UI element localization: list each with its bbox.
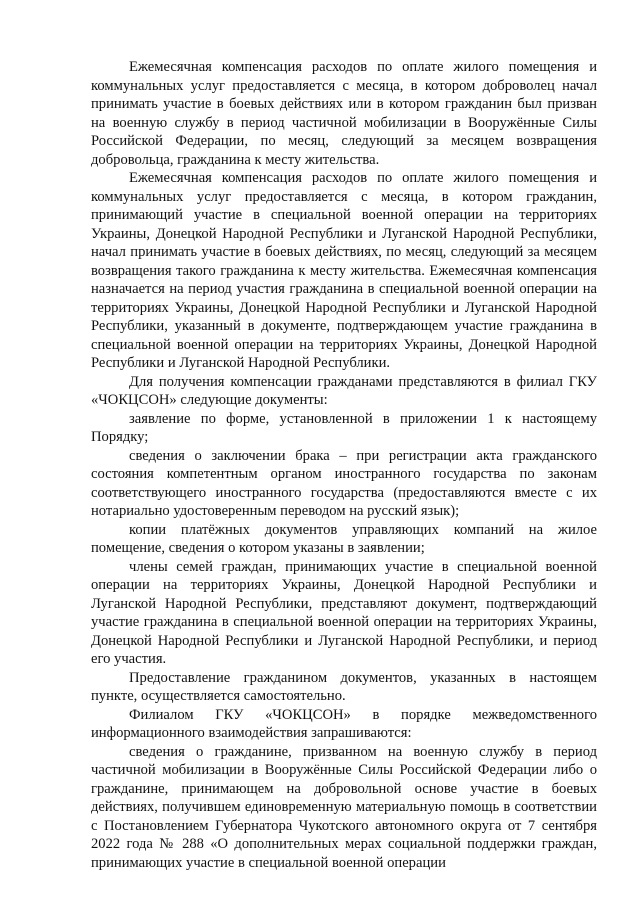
paragraph-documents-intro: Для получения компенсации гражданами представляются в филиал ГКУ «ЧОКЦСОН» следующие документы: (91, 373, 597, 408)
list-item-application: заявление по форме, установленной в приложении 1 к настоящему Порядку; (91, 410, 597, 445)
list-item-marriage-info: сведения о заключении брака – при регистрации акта гражданского состояния компетентным органом иностранного государства по законам соответствующего иностранного государства (предоставляются вместе с их нотариально удостоверенным переводом на русский язык); (91, 447, 597, 519)
paragraph-compensation-mobilization: Ежемесячная компенсация расходов по оплате жилого помещения и коммунальных услуг предоставляется с месяца, в котором доброволец начал принимать участие в боевых действиях или в котором гражданин был призван на военную службу в период частичной мобилизации в Вооружённые Силы Российской Федерации, по месяц, следующий за месяцем возвращения добровольца, гражданина к месту жительства. (91, 59, 597, 168)
paragraph-compensation-svo: Ежемесячная компенсация расходов по оплате жилого помещения и коммунальных услуг предоставляется с месяца, в котором гражданин, принимающий участие в специальной военной операции на территориях Украины, Донецкой Народной Республики и Луганской Народной Республики, начал принимать участие в боевых действиях, по месяц, следующий за месяцем возвращения такого гражданина к месту жительства. Ежемесячная компенсация назначается на период участия гражданина в специальной военной операции на территориях Украины, Донецкой Народной Республики и Луганской Народной Республики, указанный в документе, подтверждающем участие гражданина в специальной военной операции на территориях Украины, Донецкой Народной Республики и Луганской Народной Республики. (91, 170, 597, 371)
paragraph-interagency-request: Филиалом ГКУ «ЧОКЦСОН» в порядке межведомственного информационного взаимодействия запрашиваются: (91, 706, 597, 741)
document-body (91, 58, 597, 872)
list-item-family-members: члены семей граждан, принимающих участие в специальной военной операции на территориях Украины, Донецкой Народной Республики и Луганской Народной Республики, представляют документ, подтверждающий участие гражданина в специальной военной операции на территориях Украины, Донецкой Народной Республики и Луганской Народной Республики, и период его участия. (91, 558, 597, 667)
list-item-citizen-info: сведения о гражданине, призванном на военную службу в период частичной мобилизации в Вооружённые Силы Российской Федерации либо о гражданине, принимающем на добровольной основе участие в боевых действиях, получившем единовременную материальную помощь в соответствии с Постановлением Губернатора Чукотского автономного округа от 7 сентября 2022 года № 288 «О дополнительных мерах социальной поддержки граждан, принимающих участие в специальной военной операции (91, 743, 597, 871)
paragraph-self-submission: Предоставление гражданином документов, указанных в настоящем пункте, осуществляется самостоятельно. (91, 669, 597, 704)
list-item-payment-copies: копии платёжных документов управляющих компаний на жилое помещение, сведения о котором указаны в заявлении; (91, 521, 597, 556)
